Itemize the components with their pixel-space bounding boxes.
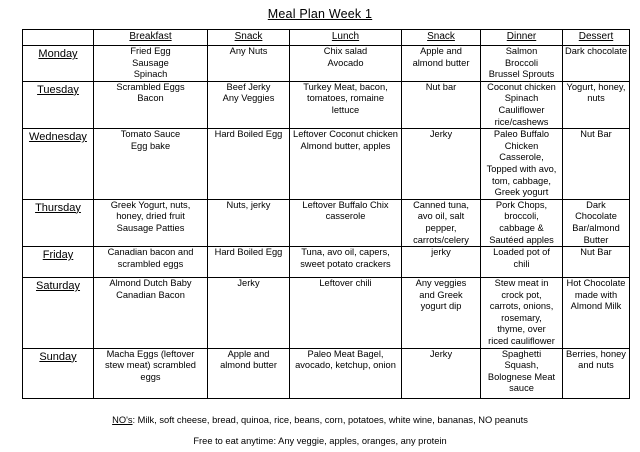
meal-text: Avocado [327,57,364,68]
meal-text: Bacon [137,93,164,104]
day-label: Wednesday [29,131,87,144]
meal-text: Canadian Bacon [116,289,185,300]
dinner-cell [481,81,563,128]
table-row [23,348,630,398]
meal-text: Tuna, avo oil, capers, [301,247,390,258]
meal-text: Bolognese Meat [487,371,556,382]
header-lunch: Lunch [290,30,402,46]
meal-text: Salmon [505,46,538,56]
meal-text: Cauliflower [498,104,545,115]
meal-text: jerky [431,247,451,258]
meal-text: Jerky [237,278,260,289]
meal-text: Dark Chocolate [575,199,617,222]
snack-2-cell [402,247,481,278]
meal-text: Any Veggies [222,93,275,104]
table-row [23,129,630,200]
meal-text: and nuts [578,360,614,371]
meal-text: Turkey Meat, bacon, [303,81,388,92]
meal-text: casserole [325,211,366,222]
day-label: Saturday [35,280,81,293]
meal-text: Macha Eggs (leftover [106,348,195,359]
meal-text: Dark chocolate [565,46,628,56]
meal-text: tom, cabbage, [492,175,551,186]
dessert-cell [563,129,630,200]
meal-text: lettuce [331,104,360,115]
snack-1-cell [208,81,290,128]
dessert-cell [563,278,630,349]
meal-text: rice/cashews [494,116,549,127]
meal-text: crock pot, [501,289,542,300]
meal-text: Almond butter, apples [300,140,391,151]
meal-text: stew meat) scrambled [105,360,196,371]
table-row [23,278,630,349]
meal-text: Yogurt, honey, [566,81,626,92]
dessert-cell [563,46,630,82]
meal-text: Butter [583,234,609,245]
dessert-cell [563,81,630,128]
meal-text: tomatoes, romaine [307,93,384,104]
table-row [23,247,630,278]
snack-2-cell [402,81,481,128]
lunch-cell [290,129,402,200]
dinner-cell [481,199,563,246]
meal-text: eggs [140,371,161,382]
breakfast-cell [94,129,208,200]
meal-text: Greek yogurt [494,187,549,198]
meal-text: Jerky [429,129,453,140]
day-cell [23,81,94,128]
meal-text: Any Nuts [229,46,268,56]
day-label: Sunday [39,350,77,363]
breakfast-cell [94,348,208,398]
snack-2-cell [402,199,481,246]
day-cell [23,278,94,349]
meal-text: Bar/almond [572,222,620,233]
meal-text: Hard Boiled Egg [214,247,283,258]
lunch-cell [290,278,402,349]
table-row [23,81,630,128]
meal-text: Spinach [133,69,168,80]
day-cell [23,46,94,82]
meal-text: Any veggies [415,278,467,289]
meal-text: Brussel Sprouts [488,69,555,80]
snack-1-cell [208,129,290,200]
breakfast-cell [94,199,208,246]
meal-text: Paleo Buffalo [493,129,550,140]
meal-text: carrots, onions, [489,301,554,312]
meal-text: Broccoli [504,57,539,68]
meal-text: Greek Yogurt, nuts, [110,199,191,210]
meal-plan-table [22,29,630,399]
meal-text: chili [513,258,530,269]
header-breakfast: Breakfast [94,30,208,46]
meal-text: Nuts, jerky [226,199,271,210]
snack-1-cell [208,278,290,349]
dinner-cell [481,46,563,82]
snack-1-cell [208,247,290,278]
meal-text: Jerky [429,348,453,359]
meal-text: sweet potato crackers [300,258,391,269]
meal-text: Leftover chili [319,278,372,289]
meal-text: Sautéed apples [489,234,554,245]
dinner-cell [481,278,563,349]
meal-text: Almond Dutch Baby [109,278,192,289]
breakfast-cell [94,46,208,82]
free-foods-note: Free to eat anytime: Any veggie, apples, oranges, any protein [193,436,447,446]
meal-text: Stew meat in [494,278,549,289]
header-dessert: Dessert [563,30,630,46]
meal-text: honey, dried fruit [116,211,185,222]
meal-text: Tomato Sauce [120,129,181,140]
meal-text: Apple and [420,46,462,56]
meal-text: Leftover Buffalo Chix [302,199,389,210]
meal-text: yogurt dip [420,301,462,312]
breakfast-cell [94,247,208,278]
meal-text: Berries, honey [566,348,626,359]
meal-text: Sausage [132,57,169,68]
meal-text: Sausage Patties [116,222,185,233]
breakfast-cell [94,278,208,349]
day-label: Thursday [35,201,81,214]
lunch-cell [290,81,402,128]
header-snack-2: Snack [402,30,481,46]
meal-text: Scrambled Eggs [116,81,185,92]
meal-text: carrots/celery [413,234,469,245]
page-title: Meal Plan Week 1 [267,7,373,21]
meal-text: Almond Milk [570,301,622,312]
meal-text: cabbage & [499,222,544,233]
meal-text: avo oil, salt [417,211,465,222]
excluded-foods-note [0,415,640,425]
dessert-cell [563,348,630,398]
meal-text: Nut Bar [580,247,612,258]
snack-2-cell [402,278,481,349]
meal-text: scrambled eggs [117,258,184,269]
meal-text: Apple and [227,348,270,359]
snack-2-cell [402,46,481,82]
meal-text: Hard Boiled Egg [214,129,283,140]
meal-text: Paleo Meat Bagel, [307,348,384,359]
header-corner [23,30,94,46]
dinner-cell [481,348,563,398]
day-cell [23,129,94,200]
header-dinner: Dinner [481,30,563,46]
meal-text: Hot Chocolate [566,278,626,289]
header-row [23,30,630,46]
meal-text: Egg bake [130,140,171,151]
meal-text: Casserole, [499,152,544,163]
meal-text: made with [574,289,618,300]
meal-text: almond butter [220,360,277,371]
dinner-cell [481,247,563,278]
meal-text: Nut bar [425,81,457,92]
excluded-foods-label: NO's [112,415,133,425]
meal-text: broccoli, [504,211,539,222]
lunch-cell [290,247,402,278]
meal-text: riced cauliflower [488,336,555,347]
meal-text: Spaghetti [501,348,542,359]
meal-text: Topped with avo, [486,163,557,174]
meal-text: Chicken [504,140,539,151]
snack-2-cell [402,129,481,200]
lunch-cell [290,199,402,246]
meal-text: Squash, [504,360,539,371]
lunch-cell [290,46,402,82]
meal-text: Spinach [504,93,539,104]
excluded-foods-text: : Milk, soft cheese, bread, quinoa, rice, beans, corn, potatoes, white wine, bananas, NO peanuts [132,415,528,425]
meal-text: Coconut chicken [487,81,556,92]
meal-text: nuts [587,93,605,104]
breakfast-cell [94,81,208,128]
header-snack-1: Snack [208,30,290,46]
day-label: Friday [42,249,74,262]
table-row [23,199,630,246]
meal-text: Pork Chops, [495,199,548,210]
meal-text: and Greek [419,289,463,300]
meal-text: Chix salad [323,46,368,56]
meal-text: Beef Jerky [226,81,271,92]
meal-text: almond butter [412,57,470,68]
dessert-cell [563,247,630,278]
snack-2-cell [402,348,481,398]
day-cell [23,348,94,398]
snack-1-cell [208,199,290,246]
table-row [23,46,630,82]
meal-text: Canned tuna, [413,199,469,210]
meal-text: Nut Bar [580,129,612,140]
dessert-cell [563,199,630,246]
dinner-cell [481,129,563,200]
snack-1-cell [208,348,290,398]
meal-text: sauce [509,383,534,394]
meal-text: Leftover Coconut chicken [293,129,398,140]
snack-1-cell [208,46,290,82]
meal-text: avocado, ketchup, onion [295,360,396,371]
day-cell [23,199,94,246]
meal-text: pepper, [425,222,457,233]
meal-text: Loaded pot of [493,247,550,258]
day-label: Monday [38,48,78,60]
meal-text: Canadian bacon and [107,247,194,258]
day-label: Tuesday [37,83,79,96]
meal-text: rosemary, [501,312,542,323]
meal-text: Fried Egg [130,46,171,56]
lunch-cell [290,348,402,398]
meal-text: thyme, over [497,324,546,335]
day-cell [23,247,94,278]
